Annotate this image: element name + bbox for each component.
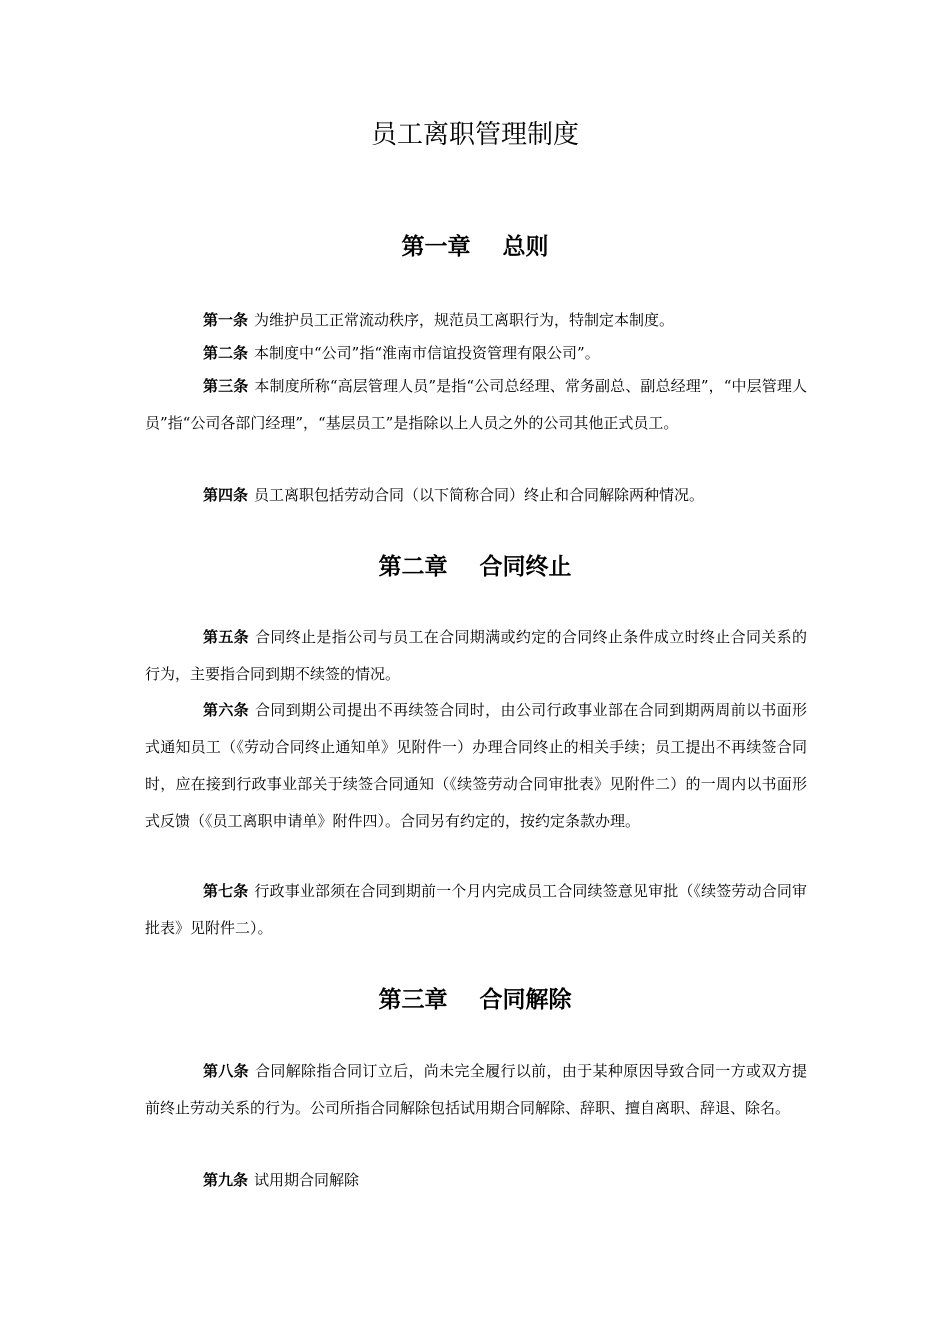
article-text: 合同到期公司提出不再续签合同时，由公司行政事业部在合同到期两周前以书面形式通知员工（《劳动合同终止通知单》见附件一）办理合同终止的相关手续；员工提出不再续签合同时，应在接到行政事业部关于续签合同通知（《续签劳动合同审批表》见附件二）的一周内以书面形式反馈（《员工离职申请单》附件四）。合同另有约定的，按约定条款办理。 <box>145 701 807 830</box>
article-label: 第五条 <box>203 628 250 646</box>
article-text: 本制度中“公司”指“淮南市信谊投资管理有限公司”。 <box>254 344 600 362</box>
article-label: 第九条 <box>203 1171 249 1189</box>
article-9 <box>145 1162 807 1199</box>
article-label: 第二条 <box>203 344 249 362</box>
article-text: 员工离职包括劳动合同（以下简称合同）终止和合同解除两种情况。 <box>254 486 705 504</box>
article-8 <box>145 1053 807 1127</box>
article-text: 为维护员工正常流动秩序，规范员工离职行为，特制定本制度。 <box>254 311 675 329</box>
article-5 <box>145 619 807 693</box>
article-6 <box>145 692 807 840</box>
article-3 <box>145 368 807 442</box>
article-label: 第四条 <box>203 486 249 504</box>
chapter-3-heading: 第三章 合同解除 <box>378 987 572 1013</box>
article-text: 合同终止是指公司与员工在合同期满或约定的合同终止条件成立时终止合同关系的行为，主要指合同到期不续签的情况。 <box>145 628 807 683</box>
article-2 <box>145 335 807 372</box>
article-label: 第六条 <box>203 701 250 719</box>
article-text: 试用期合同解除 <box>254 1171 360 1189</box>
article-4 <box>145 477 807 514</box>
article-label: 第八条 <box>203 1062 250 1080</box>
article-label: 第三条 <box>203 377 249 395</box>
article-label: 第一条 <box>203 311 249 329</box>
document-title: 员工离职管理制度 <box>370 120 579 150</box>
article-7 <box>145 873 807 947</box>
article-label: 第七条 <box>203 882 249 900</box>
article-text: 行政事业部须在合同到期前一个月内完成员工合同续签意见审批（《续签劳动合同审批表》见附件二）。 <box>145 882 807 937</box>
article-text: 本制度所称“高层管理人员”是指“公司总经理、常务副总、副总经理”，“中层管理人员”指“公司各部门经理”，“基层员工”是指除以上人员之外的公司其他正式员工。 <box>145 377 807 432</box>
chapter-2-heading: 第二章 合同终止 <box>378 554 572 580</box>
chapter-1-heading: 第一章 总则 <box>401 234 549 260</box>
article-text: 合同解除指合同订立后，尚未完全履行以前，由于某种原因导致合同一方或双方提前终止劳动关系的行为。公司所指合同解除包括试用期合同解除、辞职、擅自离职、辞退、除名。 <box>145 1062 807 1117</box>
article-1 <box>145 302 807 339</box>
